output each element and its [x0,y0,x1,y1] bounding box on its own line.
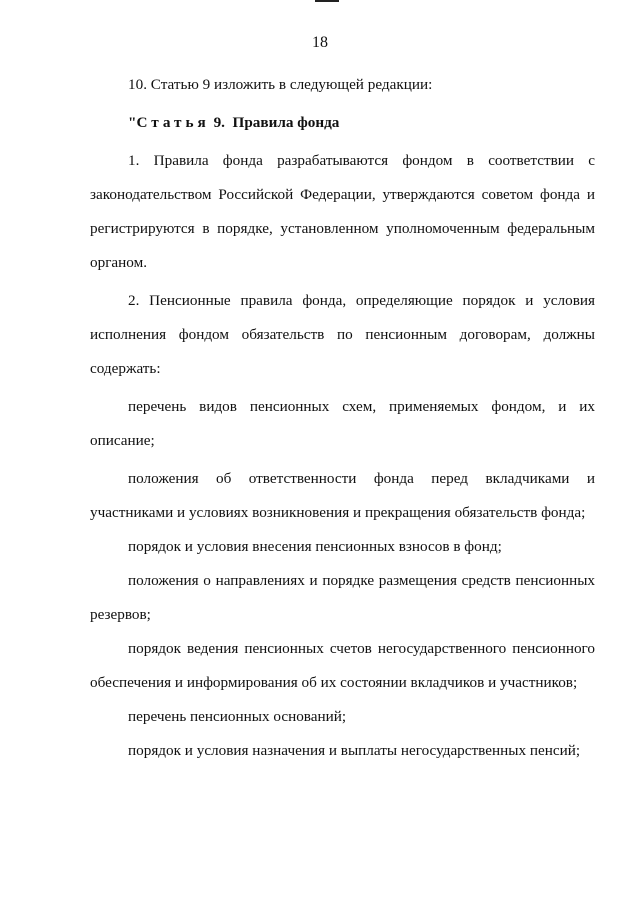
list-item-pension-accounts: порядок ведения пенсионных счетов негосударственного пенсионного обеспечения и информирования об их состоянии вкладчиков и участников; [90,640,595,691]
heading-number: 9. [209,114,233,131]
list-item-fund-responsibility: положения об ответственности фонда перед вкладчиками и участниками и условиях возникновения и прекращения обязательств фонда; [90,470,595,521]
amendment-intro: 10. Статью 9 изложить в следующей редакции: [128,76,433,93]
document-body [90,68,595,768]
heading-quote: " [128,114,137,131]
paragraph-rules-development: 1. Правила фонда разрабатываются фондом в соответствии с законодательством Российской Федерации, утверждаются советом фонда и регистрируются в порядке, установленном уполномоченным федеральным органом. [90,152,595,271]
list-item-pension-grounds: перечень пенсионных оснований; [128,708,347,725]
list-item-pension-schemes: перечень видов пенсионных схем, применяемых фондом, и их описание; [90,398,595,449]
list-item-reserves-placement: положения о направлениях и порядке размещения средств пенсионных резервов; [90,572,595,623]
page-number: 18 [312,34,328,51]
article-heading [90,106,595,140]
paragraph-pension-rules: 2. Пенсионные правила фонда, определяющие порядок и условия исполнения фондом обязательств по пенсионным договорам, должны содержать: [90,292,595,377]
list-item-contributions: порядок и условия внесения пенсионных взносов в фонд; [128,538,502,555]
heading-title: Правила фонда [232,114,340,131]
list-item-pension-payments: порядок и условия назначения и выплаты негосударственных пенсий; [128,742,581,759]
page-top-mark [315,0,339,2]
heading-label: Статья [136,114,210,131]
